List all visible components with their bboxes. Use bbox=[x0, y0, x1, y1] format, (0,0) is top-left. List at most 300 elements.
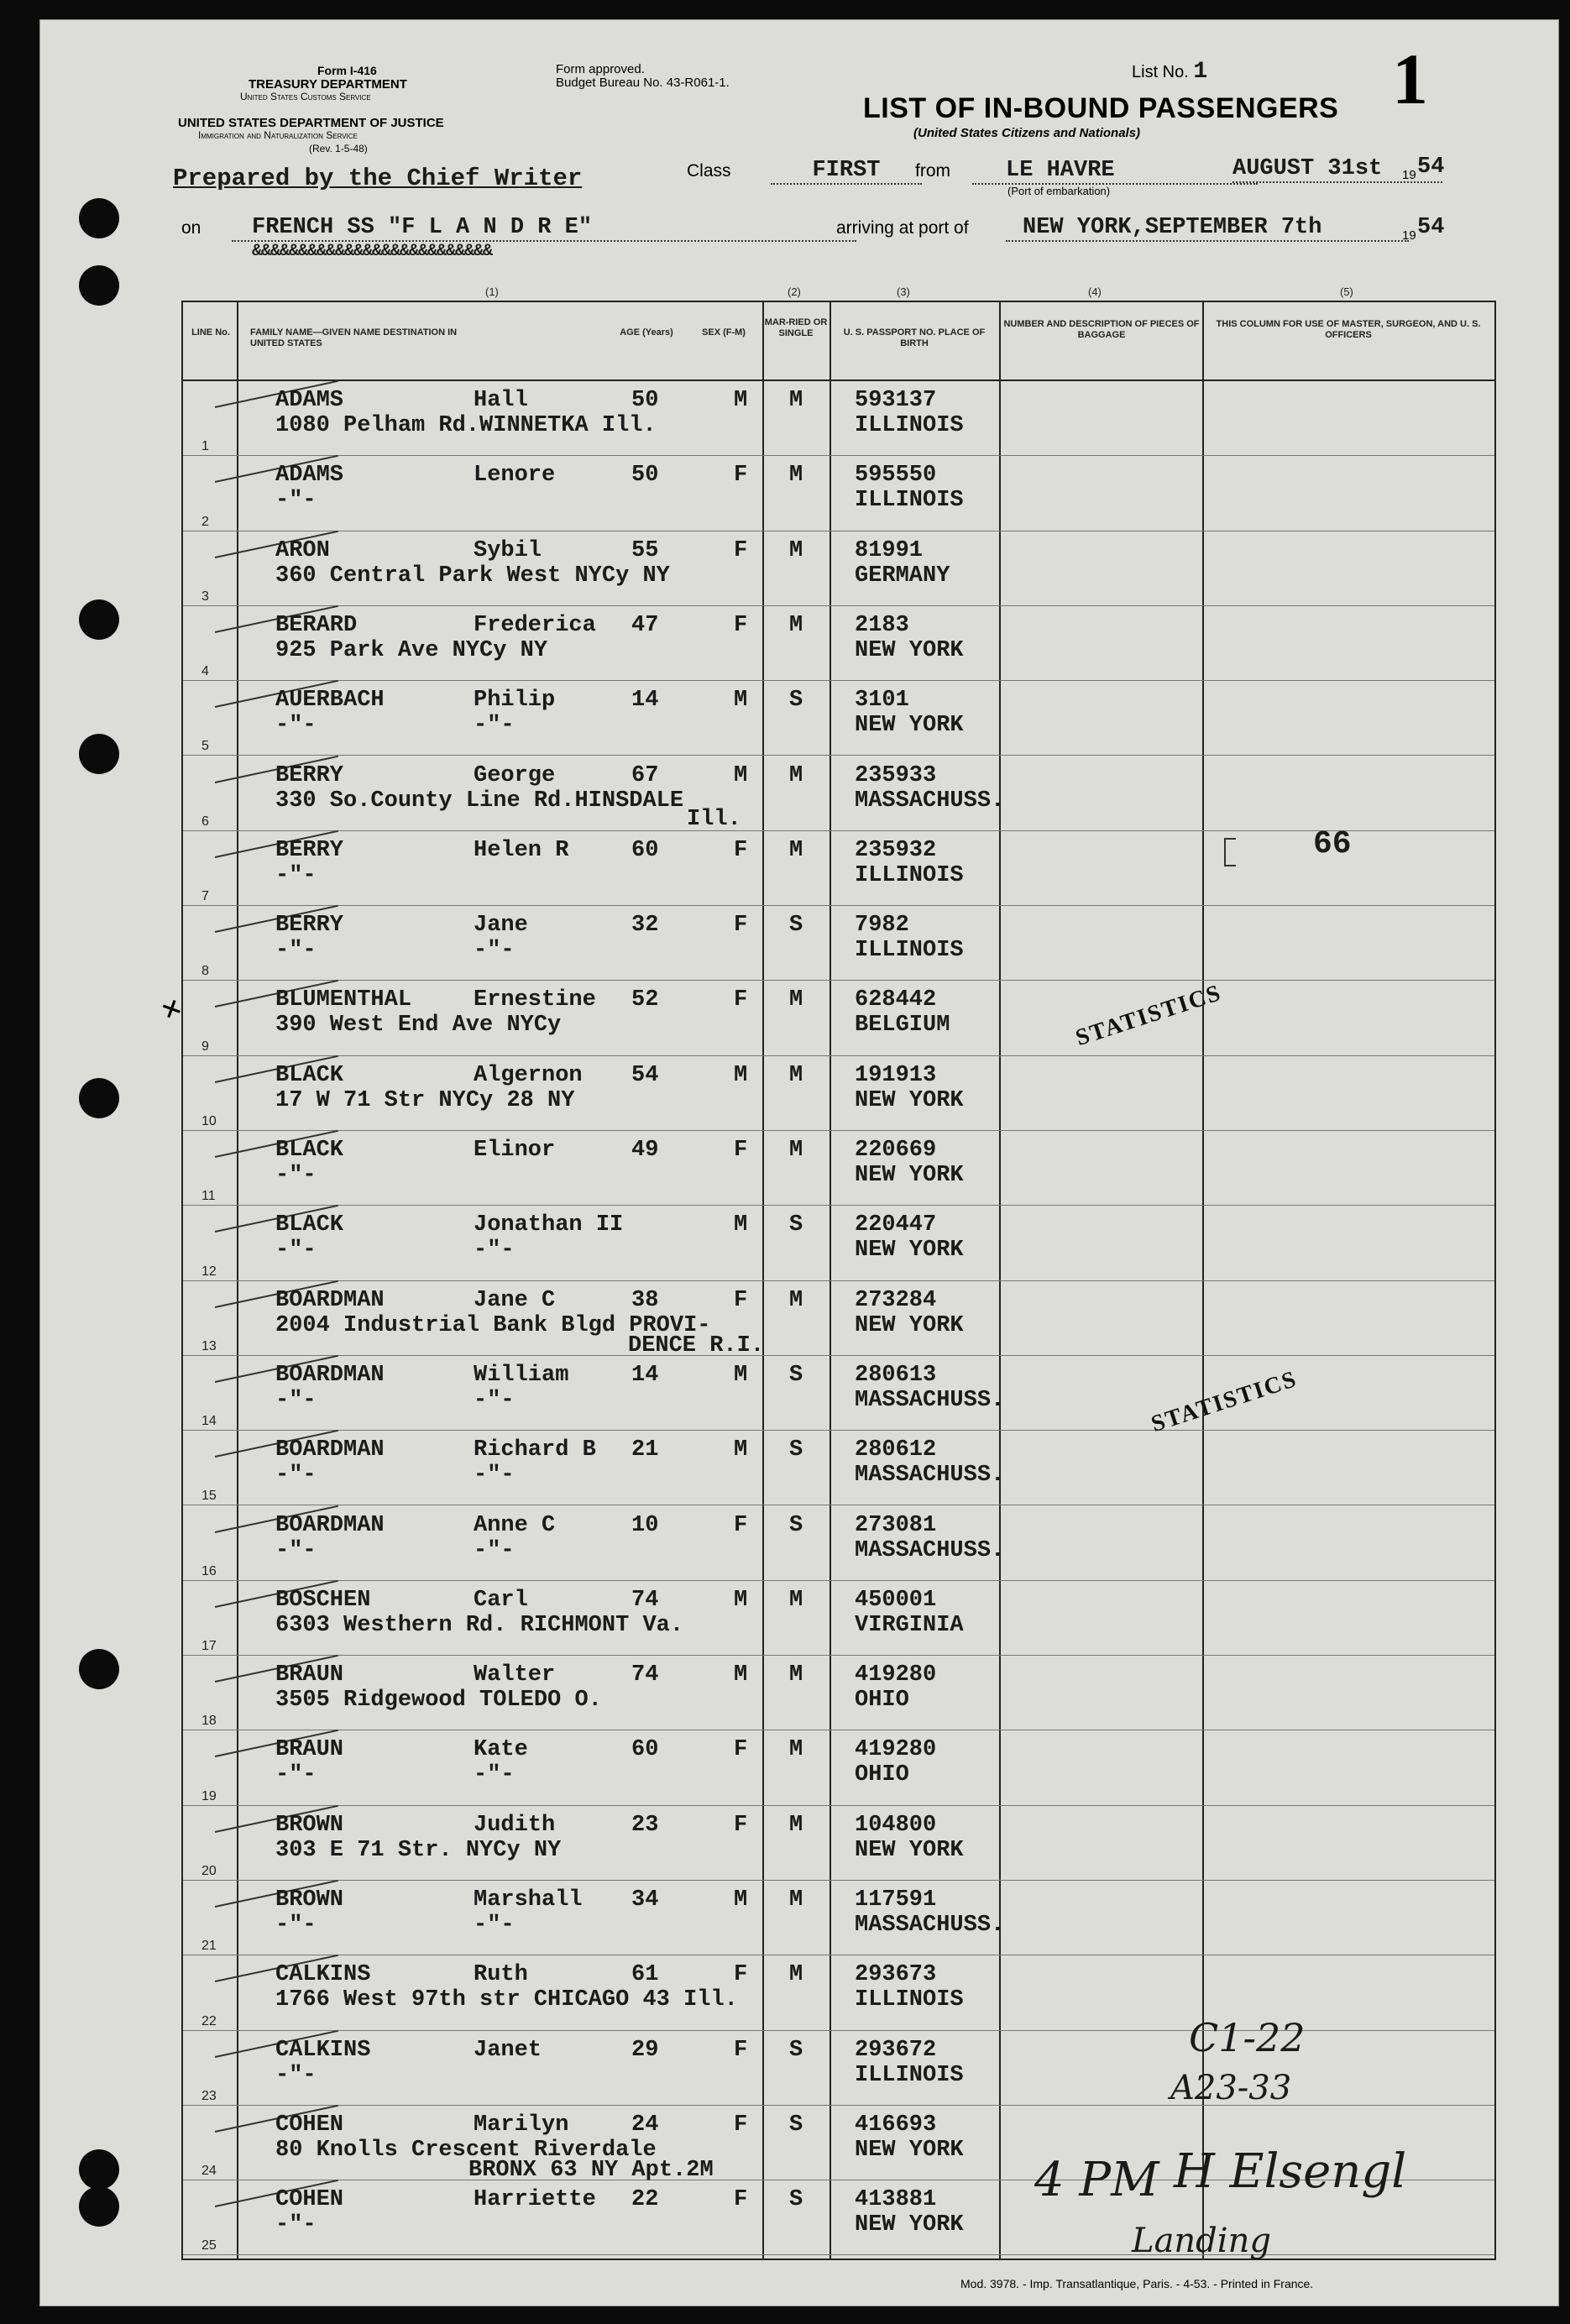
punch-hole bbox=[79, 1649, 119, 1689]
line-number: 18 bbox=[201, 1714, 217, 1729]
line-number: 8 bbox=[201, 964, 209, 979]
given-name: Sybil bbox=[474, 537, 542, 563]
vessel-strikeout: &&&&&&&&&&&&&&&&&&&&&&&&&& bbox=[252, 242, 493, 261]
age-value: 74 bbox=[631, 1587, 659, 1613]
destination-address: 925 Park Ave NYCy NY bbox=[275, 637, 548, 663]
given-name: Hall bbox=[474, 388, 528, 413]
passport-number: 220447 bbox=[855, 1212, 937, 1238]
passport-number: 416693 bbox=[855, 2112, 937, 2138]
family-name: BRAUN bbox=[275, 1737, 344, 1763]
marital-status: S bbox=[789, 1437, 803, 1463]
passport-number: 81991 bbox=[855, 537, 924, 563]
sex-value: F bbox=[734, 463, 748, 489]
treasury-department: TREASURY DEPARTMENT bbox=[249, 77, 407, 92]
passport-number: 2183 bbox=[855, 612, 909, 638]
given-name-ditto: -"- bbox=[474, 1238, 515, 1264]
column-number-3: (3) bbox=[897, 285, 910, 298]
family-name: BROWN bbox=[275, 1887, 344, 1913]
punch-hole bbox=[79, 198, 119, 238]
given-name: George bbox=[474, 762, 556, 788]
given-name: Ruth bbox=[474, 1962, 528, 1988]
list-label-text: List No. bbox=[1132, 63, 1189, 81]
sex-value: M bbox=[734, 1887, 748, 1913]
table-row bbox=[183, 1581, 1494, 1656]
punch-hole bbox=[79, 599, 119, 640]
line-number: 16 bbox=[201, 1563, 217, 1578]
family-name: CALKINS bbox=[275, 1962, 371, 1988]
age-value: 21 bbox=[631, 1437, 659, 1463]
family-name: BOARDMAN bbox=[275, 1287, 385, 1313]
family-name: BERRY bbox=[275, 762, 344, 788]
marital-status: S bbox=[789, 913, 803, 939]
passport-number: 293672 bbox=[855, 2037, 937, 2063]
form-approved: Form approved. bbox=[556, 62, 645, 76]
passport-number: 280613 bbox=[855, 1362, 937, 1388]
table-row bbox=[183, 681, 1494, 756]
family-name: BERRY bbox=[275, 837, 344, 863]
customs-service: United States Customs Service bbox=[240, 91, 371, 102]
given-name: Carl bbox=[474, 1587, 528, 1613]
age-value: 52 bbox=[631, 987, 659, 1013]
marital-status: M bbox=[789, 463, 803, 489]
list-number: 1 bbox=[1193, 59, 1208, 85]
line-number: 23 bbox=[201, 2088, 217, 2103]
place-of-birth: GERMANY bbox=[855, 563, 950, 589]
marital-status: M bbox=[789, 388, 803, 413]
header-age: AGE (Years) bbox=[620, 327, 673, 338]
destination-address: -"- bbox=[275, 1163, 317, 1188]
age-value: 49 bbox=[631, 1138, 659, 1163]
sex-value: M bbox=[734, 688, 748, 714]
class-label: Class bbox=[687, 161, 731, 181]
count-mark bbox=[1224, 838, 1236, 866]
line-number: 15 bbox=[201, 1489, 217, 1504]
family-name: BOSCHEN bbox=[275, 1587, 371, 1613]
place-of-birth: NEW YORK bbox=[855, 637, 964, 663]
family-name: ADAMS bbox=[275, 463, 344, 489]
destination-address: -"- bbox=[275, 488, 317, 514]
passport-number: 595550 bbox=[855, 463, 937, 489]
header-married: MAR-RIED OR SINGLE bbox=[764, 317, 828, 338]
passport-number: 273081 bbox=[855, 1512, 937, 1538]
family-name: ARON bbox=[275, 537, 330, 563]
sex-value: M bbox=[734, 1362, 748, 1388]
line-number: 7 bbox=[201, 889, 209, 904]
given-name: Algernon bbox=[474, 1062, 583, 1088]
marital-status: S bbox=[789, 1362, 803, 1388]
given-name: Ernestine bbox=[474, 987, 596, 1013]
handwritten-time: 4 PM bbox=[1034, 2153, 1159, 2207]
given-name: Anne C bbox=[474, 1512, 556, 1538]
destination-address: 17 W 71 Str NYCy 28 NY bbox=[275, 1087, 575, 1113]
on-label: on bbox=[181, 218, 201, 238]
arrival-port-date: NEW YORK,SEPTEMBER 7th bbox=[1006, 215, 1409, 242]
table-row bbox=[183, 531, 1494, 606]
budget-bureau: Budget Bureau No. 43-R061-1. bbox=[556, 76, 730, 90]
place-of-birth: NEW YORK bbox=[855, 1238, 964, 1264]
document-subtitle: (United States Citizens and Nationals) bbox=[913, 126, 1141, 140]
destination-address: -"- bbox=[275, 862, 317, 888]
table-row bbox=[183, 1281, 1494, 1356]
passport-number: 628442 bbox=[855, 987, 937, 1013]
passport-number: 235932 bbox=[855, 837, 937, 863]
line-number: 3 bbox=[201, 589, 209, 604]
marital-status: M bbox=[789, 1962, 803, 1988]
header-sex: SEX (F-M) bbox=[702, 327, 746, 338]
passport-number: 280612 bbox=[855, 1437, 937, 1463]
sex-value: F bbox=[734, 837, 748, 863]
family-name: BLACK bbox=[275, 1062, 344, 1088]
destination-address: 303 E 71 Str. NYCy NY bbox=[275, 1837, 562, 1863]
marital-status: S bbox=[789, 2037, 803, 2063]
given-name-ditto: -"- bbox=[474, 938, 515, 964]
officer-signature: H Elsengl bbox=[1174, 2144, 1407, 2199]
handwritten-range-2: A23-33 bbox=[1170, 2069, 1292, 2107]
given-name: Judith bbox=[474, 1812, 556, 1838]
age-value: 22 bbox=[631, 2187, 659, 2213]
age-value: 60 bbox=[631, 837, 659, 863]
table-row bbox=[183, 1881, 1494, 1955]
given-name: Frederica bbox=[474, 612, 596, 638]
marital-status: M bbox=[789, 1662, 803, 1688]
list-label bbox=[1132, 59, 1207, 85]
passport-number: 104800 bbox=[855, 1812, 937, 1838]
line-number: 24 bbox=[201, 2164, 217, 2179]
immigration-service: Immigration and Naturalization Service bbox=[198, 129, 358, 141]
address-continuation: BRONX 63 NY Apt.2M bbox=[468, 2157, 714, 2183]
destination-address: 1080 Pelham Rd.WINNETKA Ill. bbox=[275, 413, 657, 438]
given-name: Janet bbox=[474, 2037, 542, 2063]
sex-value: M bbox=[734, 762, 748, 788]
given-name: Jane C bbox=[474, 1287, 556, 1313]
place-of-birth: ILLINOIS bbox=[855, 488, 964, 514]
statistics-stamp: STATISTICS bbox=[1072, 979, 1226, 1052]
table-row bbox=[183, 606, 1494, 681]
line-number: 2 bbox=[201, 514, 209, 529]
place-of-birth: MASSACHUSS. bbox=[855, 1387, 1005, 1413]
departure-year-prefix: 19 bbox=[1402, 168, 1416, 182]
marital-status: M bbox=[789, 1062, 803, 1088]
table-row bbox=[183, 1730, 1494, 1805]
age-value: 67 bbox=[631, 762, 659, 788]
destination-address: -"- bbox=[275, 1238, 317, 1264]
table-row bbox=[183, 1206, 1494, 1280]
department-of-justice: UNITED STATES DEPARTMENT OF JUSTICE bbox=[178, 116, 444, 130]
family-name: CALKINS bbox=[275, 2037, 371, 2063]
destination-address: -"- bbox=[275, 1913, 317, 1938]
header-line-no: LINE No. bbox=[191, 327, 230, 338]
place-of-birth: OHIO bbox=[855, 1688, 909, 1714]
sex-value: M bbox=[734, 1587, 748, 1613]
marital-status: S bbox=[789, 1512, 803, 1538]
address-continuation: DENCE R.I. bbox=[628, 1332, 765, 1358]
sex-value: F bbox=[734, 2112, 748, 2138]
passport-number: 450001 bbox=[855, 1587, 937, 1613]
departure-date: AUGUST 31st bbox=[1232, 156, 1442, 183]
big-list-number: 1 bbox=[1392, 39, 1428, 119]
marital-status: M bbox=[789, 762, 803, 788]
age-value: 14 bbox=[631, 688, 659, 714]
sex-value: F bbox=[734, 1512, 748, 1538]
destination-address: -"- bbox=[275, 1537, 317, 1563]
given-name: Jane bbox=[474, 913, 528, 939]
passenger-count: 66 bbox=[1313, 826, 1352, 862]
given-name: Elinor bbox=[474, 1138, 556, 1163]
arrival-year: 54 bbox=[1417, 215, 1445, 240]
age-value: 74 bbox=[631, 1662, 659, 1688]
passport-number: 235933 bbox=[855, 762, 937, 788]
age-value: 38 bbox=[631, 1287, 659, 1313]
place-of-birth: NEW YORK bbox=[855, 1837, 964, 1863]
given-name: Richard B bbox=[474, 1437, 596, 1463]
sex-value: F bbox=[734, 1138, 748, 1163]
revision: (Rev. 1-5-48) bbox=[309, 143, 368, 154]
passport-number: 117591 bbox=[855, 1887, 937, 1913]
destination-address: 360 Central Park West NYCy NY bbox=[275, 563, 670, 589]
sex-value: F bbox=[734, 1737, 748, 1763]
place-of-birth: NEW YORK bbox=[855, 1163, 964, 1188]
sex-value: F bbox=[734, 1962, 748, 1988]
marital-status: M bbox=[789, 837, 803, 863]
marital-status: S bbox=[789, 1212, 803, 1238]
sex-value: F bbox=[734, 2187, 748, 2213]
destination-address: 3505 Ridgewood TOLEDO O. bbox=[275, 1688, 602, 1714]
place-of-birth: NEW YORK bbox=[855, 1312, 964, 1338]
marital-status: S bbox=[789, 2112, 803, 2138]
family-name: BOARDMAN bbox=[275, 1512, 385, 1538]
statistics-stamp: STATISTICS bbox=[1148, 1365, 1301, 1438]
line-number: 9 bbox=[201, 1039, 209, 1054]
destination-address: 6303 Westhern Rd. RICHMONT Va. bbox=[275, 1612, 684, 1638]
place-of-birth: ILLINOIS bbox=[855, 862, 964, 888]
passport-number: 7982 bbox=[855, 913, 909, 939]
age-value: 10 bbox=[631, 1512, 659, 1538]
line-number: 19 bbox=[201, 1788, 217, 1803]
destination-address: 1766 West 97th str CHICAGO 43 Ill. bbox=[275, 1987, 738, 2013]
line-number: 4 bbox=[201, 664, 209, 679]
document-title: LIST OF IN-BOUND PASSENGERS bbox=[863, 92, 1339, 124]
place-of-birth: VIRGINIA bbox=[855, 1612, 964, 1638]
given-name: Lenore bbox=[474, 463, 556, 489]
given-name: Jonathan II bbox=[474, 1212, 624, 1238]
manifest-page bbox=[40, 20, 1558, 2306]
destination-address: -"- bbox=[275, 713, 317, 739]
family-name: ADAMS bbox=[275, 388, 344, 413]
given-name-ditto: -"- bbox=[474, 1387, 515, 1413]
line-number: 6 bbox=[201, 814, 209, 829]
passport-number: 3101 bbox=[855, 688, 909, 714]
family-name: AUERBACH bbox=[275, 688, 385, 714]
marital-status: M bbox=[789, 1812, 803, 1838]
given-name-ditto: -"- bbox=[474, 713, 515, 739]
margin-mark: + bbox=[153, 987, 189, 1036]
age-value: 23 bbox=[631, 1812, 659, 1838]
passport-number: 191913 bbox=[855, 1062, 937, 1088]
place-of-birth: MASSACHUSS. bbox=[855, 1537, 1005, 1563]
line-number: 22 bbox=[201, 2013, 217, 2028]
column-number-4: (4) bbox=[1088, 285, 1102, 298]
passport-number: 413881 bbox=[855, 2187, 937, 2213]
row-rule bbox=[183, 2254, 1494, 2255]
sex-value: M bbox=[734, 1662, 748, 1688]
handwritten-range-1: C1-22 bbox=[1189, 2015, 1306, 2060]
given-name-ditto: -"- bbox=[474, 1913, 515, 1938]
landing-note: Landing bbox=[1132, 2222, 1271, 2260]
place-of-birth: OHIO bbox=[855, 1762, 909, 1788]
sex-value: F bbox=[734, 1287, 748, 1313]
passport-number: 419280 bbox=[855, 1662, 937, 1688]
age-value: 24 bbox=[631, 2112, 659, 2138]
given-name: Philip bbox=[474, 688, 556, 714]
given-name: Marilyn bbox=[474, 2112, 569, 2138]
place-of-birth: ILLINOIS bbox=[855, 938, 964, 964]
column-number-1: (1) bbox=[485, 285, 499, 298]
family-name: COHEN bbox=[275, 2187, 344, 2213]
punch-hole bbox=[79, 265, 119, 306]
passport-number: 293673 bbox=[855, 1962, 937, 1988]
marital-status: M bbox=[789, 1887, 803, 1913]
age-value: 14 bbox=[631, 1362, 659, 1388]
punch-hole bbox=[79, 734, 119, 774]
arriving-label: arriving at port of bbox=[836, 218, 969, 238]
given-name: Harriette bbox=[474, 2187, 596, 2213]
header-officers: THIS COLUMN FOR USE OF MASTER, SURGEON, AND U. S. OFFICERS bbox=[1216, 319, 1481, 340]
marital-status: S bbox=[789, 688, 803, 714]
age-value: 50 bbox=[631, 388, 659, 413]
table-row bbox=[183, 981, 1494, 1055]
departure-year: 54 bbox=[1417, 154, 1445, 180]
from-label: from bbox=[915, 161, 950, 181]
age-value: 50 bbox=[631, 463, 659, 489]
destination-address: -"- bbox=[275, 2062, 317, 2088]
marital-status: M bbox=[789, 987, 803, 1013]
age-value: 47 bbox=[631, 612, 659, 638]
address-continuation: Ill. bbox=[687, 806, 741, 832]
place-of-birth: NEW YORK bbox=[855, 2137, 964, 2163]
punch-hole bbox=[79, 2149, 119, 2190]
arrival-year-prefix: 19 bbox=[1402, 228, 1416, 243]
marital-status: M bbox=[789, 612, 803, 638]
given-name-ditto: -"- bbox=[474, 1537, 515, 1563]
destination-address: 390 West End Ave NYCy bbox=[275, 1013, 562, 1039]
prepared-by: Prepared by the Chief Writer bbox=[173, 165, 583, 192]
family-name: COHEN bbox=[275, 2112, 344, 2138]
destination-address: 330 So.County Line Rd.HINSDALE bbox=[275, 788, 684, 814]
place-of-birth: MASSACHUSS. bbox=[855, 788, 1005, 814]
given-name: Marshall bbox=[474, 1887, 583, 1913]
sex-value: F bbox=[734, 987, 748, 1013]
table-row bbox=[183, 756, 1494, 831]
line-number: 12 bbox=[201, 1264, 217, 1279]
header-name-destination: FAMILY NAME—GIVEN NAME DESTINATION IN UNITED STATES bbox=[250, 327, 458, 348]
table-row bbox=[183, 1806, 1494, 1881]
table-row bbox=[183, 906, 1494, 981]
line-number: 20 bbox=[201, 1863, 217, 1878]
form-number: Form I-416 bbox=[317, 64, 377, 77]
line-number: 17 bbox=[201, 1639, 217, 1654]
line-number: 5 bbox=[201, 739, 209, 754]
family-name: BERRY bbox=[275, 913, 344, 939]
line-number: 14 bbox=[201, 1414, 217, 1429]
header-baggage: NUMBER AND DESCRIPTION OF PIECES OF BAGGAGE bbox=[1003, 319, 1200, 340]
table-row bbox=[183, 381, 1494, 456]
punch-hole bbox=[79, 2186, 119, 2227]
given-name: Helen R bbox=[474, 837, 569, 863]
port-of-embarkation: LE HAVRE bbox=[972, 158, 1258, 185]
place-of-birth: NEW YORK bbox=[855, 1087, 964, 1113]
sex-value: F bbox=[734, 612, 748, 638]
passenger-table bbox=[181, 285, 1496, 2260]
printer-footer: Mod. 3978. - Imp. Transatlantique, Paris. - 4-53. - Printed in France. bbox=[960, 2277, 1314, 2290]
marital-status: M bbox=[789, 1587, 803, 1613]
port-caption: (Port of embarkation) bbox=[1007, 185, 1111, 197]
passport-number: 273284 bbox=[855, 1287, 937, 1313]
given-name-ditto: -"- bbox=[474, 1762, 515, 1788]
header-passport: U. S. PASSPORT NO. PLACE OF BIRTH bbox=[843, 327, 986, 348]
table-row bbox=[183, 1056, 1494, 1131]
destination-address: 2004 Industrial Bank Blgd PROVI- bbox=[275, 1312, 711, 1338]
line-number: 1 bbox=[201, 439, 209, 454]
given-name: Walter bbox=[474, 1662, 556, 1688]
line-number: 21 bbox=[201, 1939, 217, 1954]
table-row bbox=[183, 1506, 1494, 1581]
place-of-birth: MASSACHUSS. bbox=[855, 1463, 1005, 1489]
place-of-birth: BELGIUM bbox=[855, 1013, 950, 1039]
family-name: BLACK bbox=[275, 1212, 344, 1238]
age-value: 32 bbox=[631, 913, 659, 939]
table-row bbox=[183, 1356, 1494, 1431]
place-of-birth: NEW YORK bbox=[855, 713, 964, 739]
family-name: BRAUN bbox=[275, 1662, 344, 1688]
place-of-birth: ILLINOIS bbox=[855, 2062, 964, 2088]
passport-number: 220669 bbox=[855, 1138, 937, 1163]
sex-value: F bbox=[734, 1812, 748, 1838]
marital-status: M bbox=[789, 1287, 803, 1313]
age-value: 54 bbox=[631, 1062, 659, 1088]
destination-address: -"- bbox=[275, 938, 317, 964]
place-of-birth: NEW YORK bbox=[855, 2212, 964, 2238]
sex-value: M bbox=[734, 1212, 748, 1238]
destination-address: -"- bbox=[275, 1387, 317, 1413]
family-name: BROWN bbox=[275, 1812, 344, 1838]
destination-address: -"- bbox=[275, 1762, 317, 1788]
marital-status: M bbox=[789, 537, 803, 563]
age-value: 60 bbox=[631, 1737, 659, 1763]
line-number: 10 bbox=[201, 1113, 217, 1128]
line-number: 11 bbox=[201, 1189, 216, 1204]
punch-hole bbox=[79, 1078, 119, 1118]
class-value: FIRST bbox=[771, 158, 922, 185]
place-of-birth: ILLINOIS bbox=[855, 1987, 964, 2013]
destination-address: -"- bbox=[275, 2212, 317, 2238]
age-value: 29 bbox=[631, 2037, 659, 2063]
age-value: 34 bbox=[631, 1887, 659, 1913]
table-row bbox=[183, 831, 1494, 906]
family-name: BLACK bbox=[275, 1138, 344, 1163]
family-name: BLUMENTHAL bbox=[275, 987, 412, 1013]
passport-number: 419280 bbox=[855, 1737, 937, 1763]
column-number-2: (2) bbox=[788, 285, 801, 298]
sex-value: M bbox=[734, 1062, 748, 1088]
table-row bbox=[183, 1131, 1494, 1206]
age-value: 55 bbox=[631, 537, 659, 563]
sex-value: F bbox=[734, 913, 748, 939]
given-name: William bbox=[474, 1362, 569, 1388]
sex-value: M bbox=[734, 388, 748, 413]
column-number-5: (5) bbox=[1340, 285, 1353, 298]
passport-number: 593137 bbox=[855, 388, 937, 413]
family-name: BOARDMAN bbox=[275, 1437, 385, 1463]
